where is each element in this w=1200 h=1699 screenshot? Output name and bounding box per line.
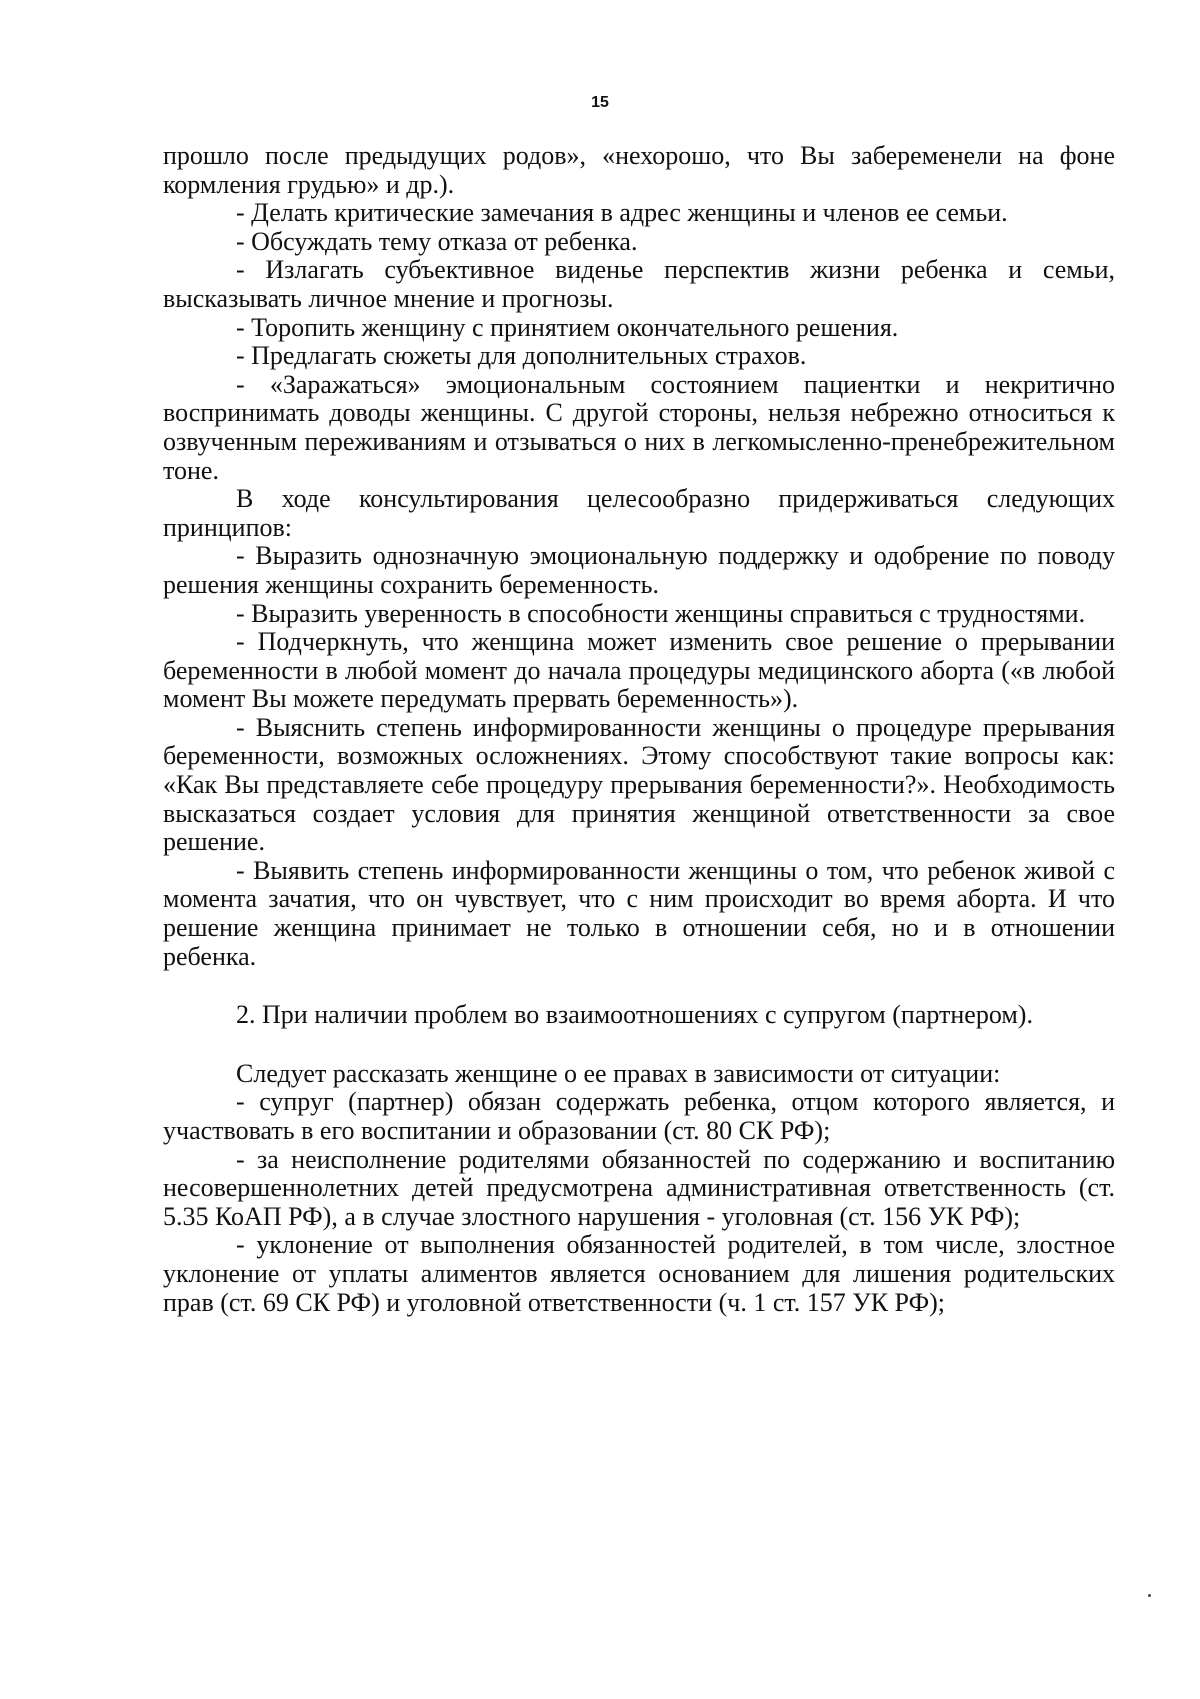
list-item: - Излагать субъективное виденье перспектив жизни ребенка и семьи, высказывать личное мнение и прогнозы. xyxy=(163,255,1115,313)
page-number: 15 xyxy=(591,94,609,111)
list-item: - супруг (партнер) обязан содержать ребенка, отцом которого является, и участвовать в его воспитании и образовании (ст. 80 СК РФ); xyxy=(163,1087,1115,1145)
list-item: - Выяснить степень информированности женщины о процедуре прерывания беременности, возможных осложнениях. Этому способствуют такие вопросы как: «Как Вы представляете себе процедуру прерывания беременности?». Необходимость высказаться создает условия для принятия женщиной ответственности за свое решение. xyxy=(163,712,1115,857)
body-text xyxy=(163,142,1115,1317)
section-heading: 2. При наличии проблем во взаимоотношениях с супругом (партнером). xyxy=(236,1000,1033,1030)
paragraph-continuation: прошло после предыдущих родов», «нехорошо, что Вы забеременели на фоне кормления грудью» и др.). xyxy=(163,141,1115,199)
list-item: - Предлагать сюжеты для дополнительных страхов. xyxy=(236,341,807,371)
list-item: - за неисполнение родителями обязанностей по содержанию и воспитанию несовершеннолетних детей предусмотрена административная ответственность (ст. 5.35 КоАП РФ), а в случае злостного нарушения - уголовная (ст. 156 УК РФ); xyxy=(163,1144,1115,1231)
list-item: - Делать критические замечания в адрес женщины и членов ее семьи. xyxy=(236,198,1008,228)
list-item: - уклонение от выполнения обязанностей родителей, в том числе, злостное уклонение от уплаты алиментов является основанием для лишения родительских прав (ст. 69 СК РФ) и уголовной ответственности (ч. 1 ст. 157 УК РФ); xyxy=(163,1230,1115,1317)
list-item: - Выявить степень информированности женщины о том, что ребенок живой с момента зачатия, что он чувствует, что с ним происходит во время аборта. И что решение женщина принимает не только в отношении себя, но и в отношении ребенка. xyxy=(163,855,1115,971)
list-item: - Обсуждать тему отказа от ребенка. xyxy=(236,226,638,256)
list-item: - Торопить женщину с принятием окончательного решения. xyxy=(236,312,899,342)
list-item: - «Заражаться» эмоциональным состоянием пациентки и некритично воспринимать доводы женщины. С другой стороны, нельзя небрежно относиться к озвученным переживаниям и отзываться о них в легкомысленно-пренебрежительном тоне. xyxy=(163,369,1115,485)
scan-speck xyxy=(1148,1594,1151,1597)
paragraph: Следует рассказать женщине о ее правах в зависимости от ситуации: xyxy=(236,1058,1001,1088)
list-item: - Выразить уверенность в способности женщины справиться с трудностями. xyxy=(236,598,1086,628)
list-item: - Выразить однозначную эмоциональную поддержку и одобрение по поводу решения женщины сохранить беременность. xyxy=(163,541,1115,599)
paragraph: В ходе консультирования целесообразно придерживаться следующих принципов: xyxy=(163,484,1115,542)
list-item: - Подчеркнуть, что женщина может изменить свое решение о прерывании беременности в любой момент до начала процедуры медицинского аборта («в любой момент Вы можете передумать прервать беременность»). xyxy=(163,627,1115,714)
